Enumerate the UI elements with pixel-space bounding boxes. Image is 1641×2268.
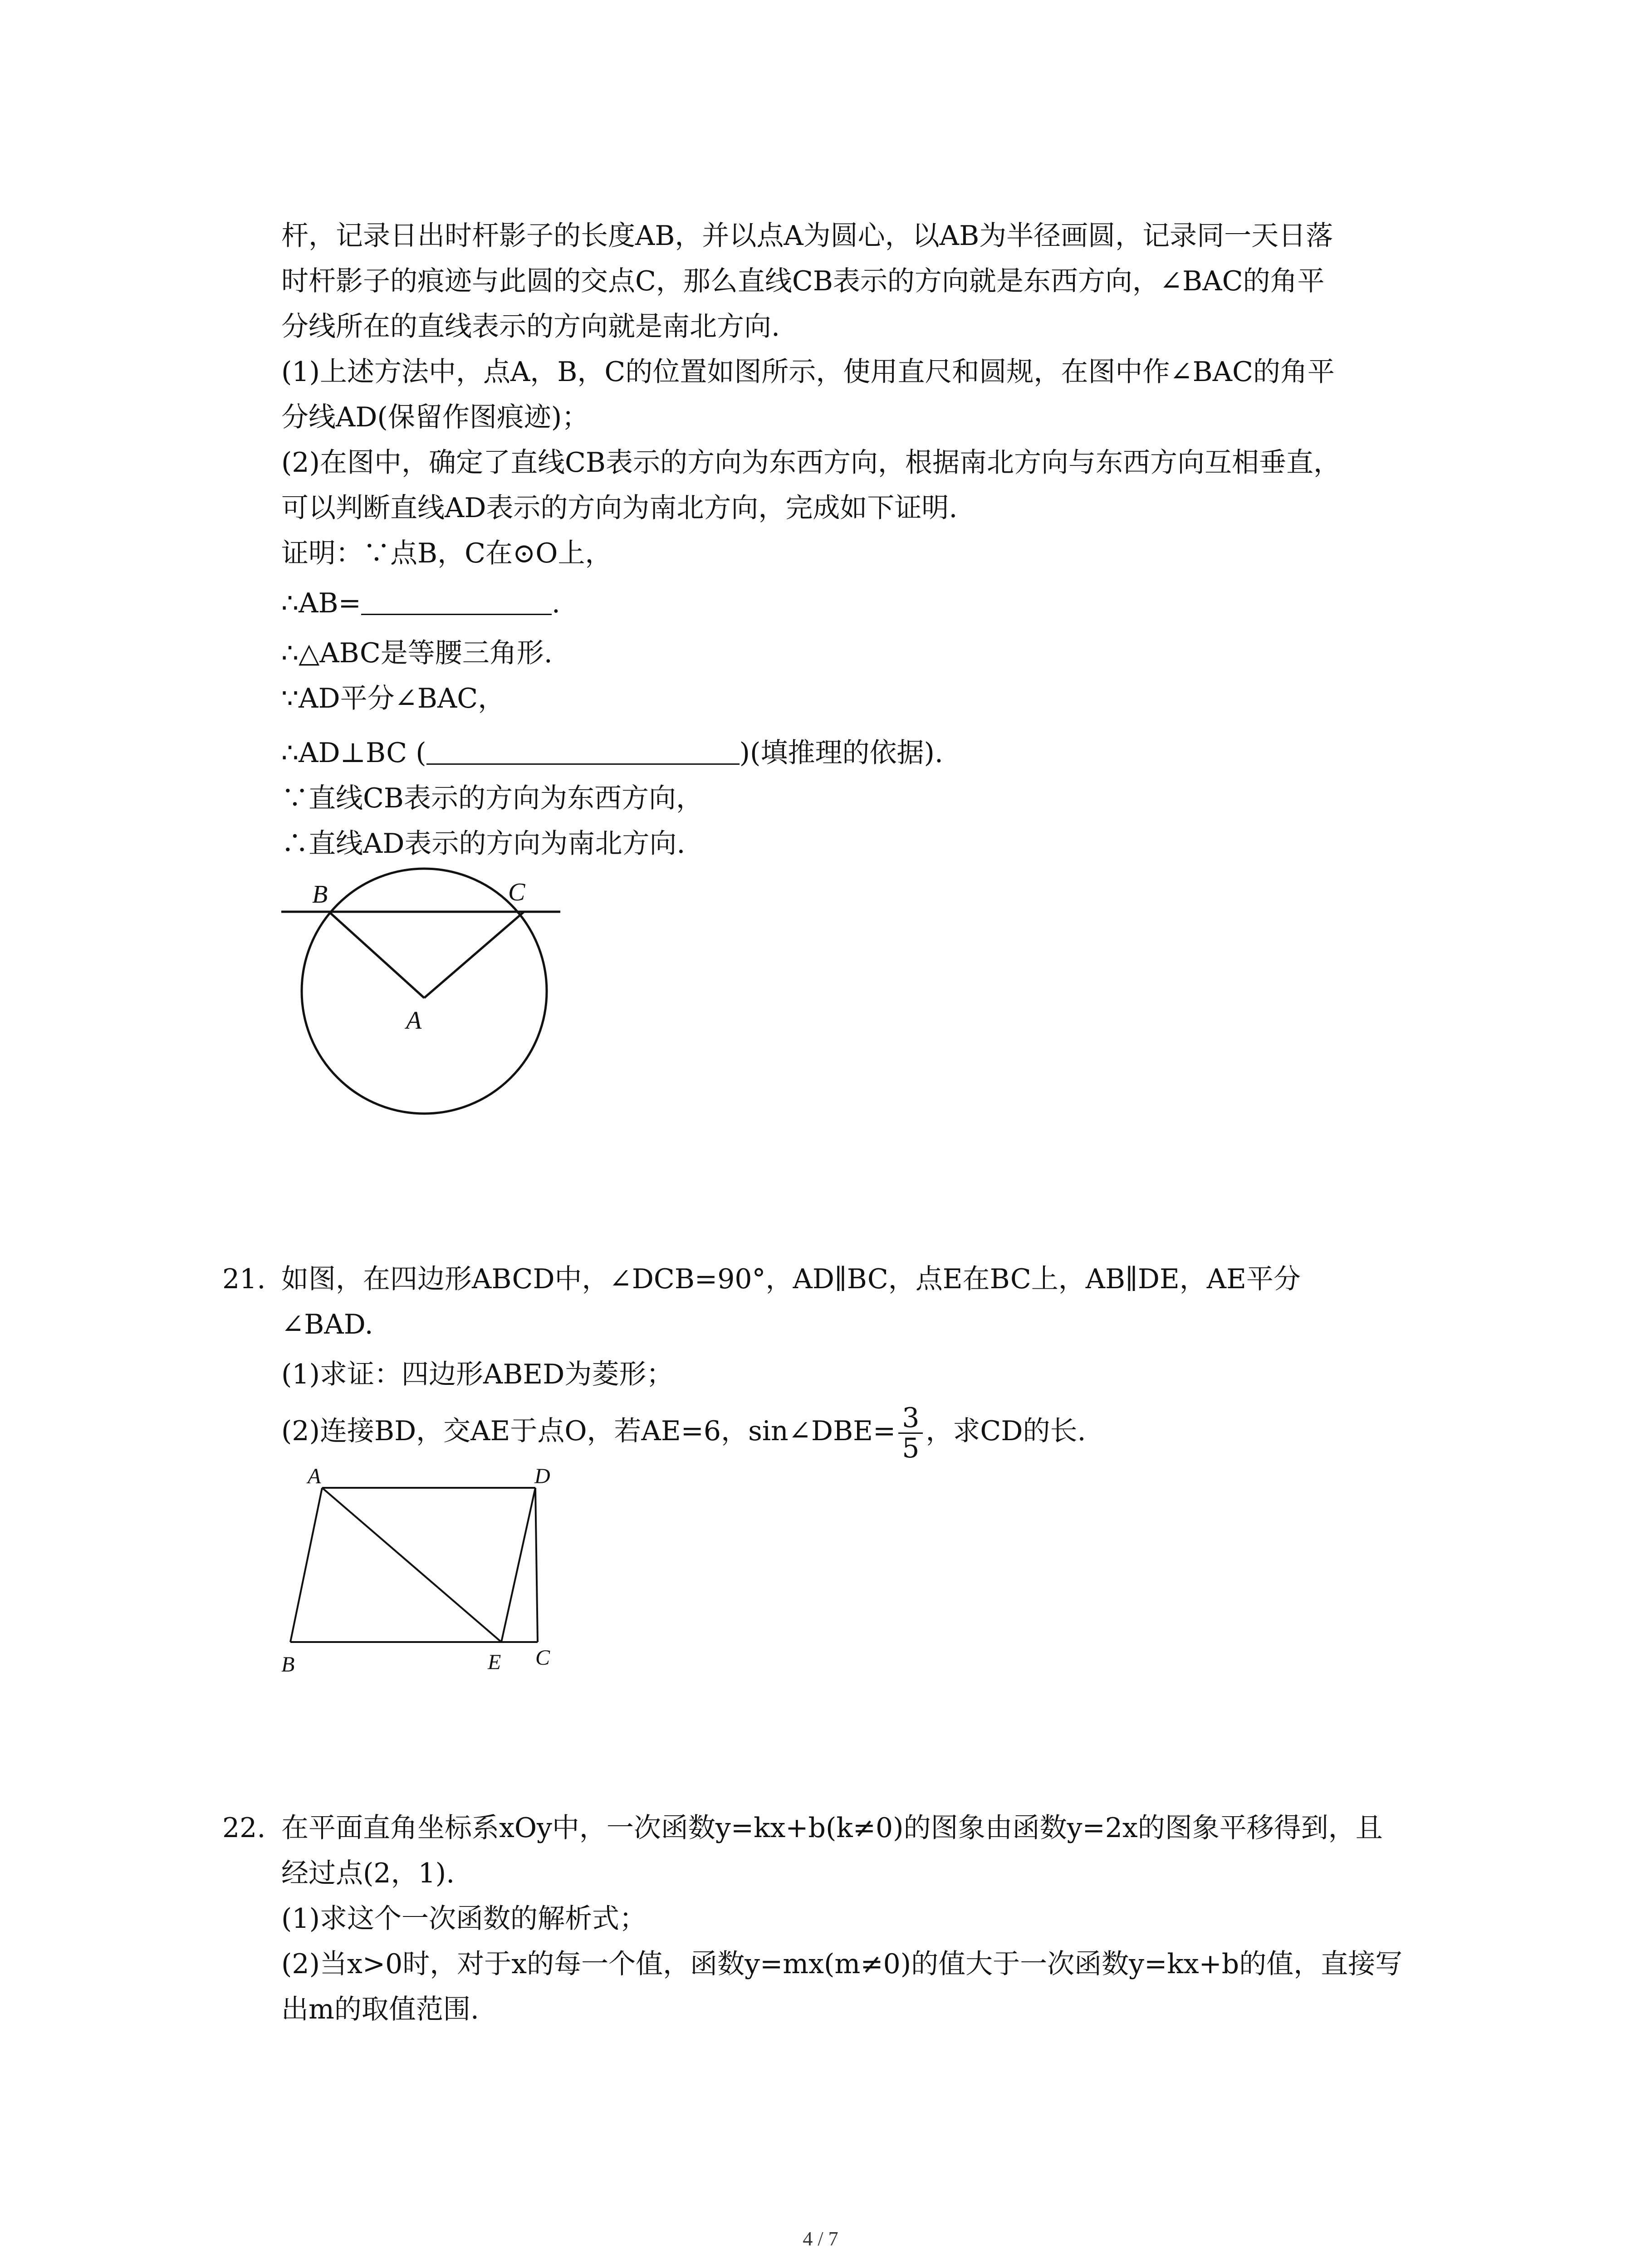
q20-proof-line-4: ∵AD平分∠BAC， xyxy=(281,683,505,714)
fraction-denominator: 5 xyxy=(902,1432,920,1464)
proof-text: . xyxy=(551,587,560,619)
q20-part2-line-1: (2)在图中，确定了直线CB表示的方向为东西方向，根据南北方向与东西方向互相垂直， xyxy=(281,447,1341,479)
segment-dc xyxy=(535,1488,538,1642)
page-number: 4 / 7 xyxy=(803,2228,838,2250)
q20-intro-line-3: 分线所在的直线表示的方向就是南北方向. xyxy=(281,311,780,342)
q21-number: 21. xyxy=(222,1263,266,1295)
proof-text: ∴AB= xyxy=(281,587,361,619)
label-c: C xyxy=(535,1646,550,1670)
q21-part2-text: ，求CD的长. xyxy=(926,1415,1086,1447)
segment-ab xyxy=(290,1488,322,1642)
q20-proof-line-7: ∴直线AD表示的方向为南北方向. xyxy=(281,828,686,860)
q20-proof-line-1: 证明：∵点B，C在⊙O上， xyxy=(281,538,612,569)
label-a: A xyxy=(308,1464,321,1488)
q21-part-1: (1)求证：四边形ABED为菱形； xyxy=(281,1359,674,1390)
label-a: A xyxy=(406,1007,422,1035)
q20-intro-line-1: 杆，记录日出时杆影子的长度AB，并以点A为圆心，以AB为半径画圆，记录同一天日落 xyxy=(281,220,1333,252)
q20-part1-line-1: (1)上述方法中，点A，B，C的位置如图所示，使用直尺和圆规，在图中作∠BAC的角平 xyxy=(281,356,1335,388)
q20-proof-line-3: ∴△ABC是等腰三角形. xyxy=(281,637,553,669)
segment-ae xyxy=(322,1488,501,1642)
segment-de xyxy=(501,1488,535,1642)
q21-line-2: ∠BAD. xyxy=(281,1309,373,1340)
q22-part-3: 出m的取值范围. xyxy=(281,1994,479,2025)
q21-line-1: 如图，在四边形ABCD中，∠DCB=90°，AD∥BC，点E在BC上，AB∥DE，AE平分 xyxy=(281,1263,1301,1295)
q22-part-2: (2)当x>0时，对于x的每一个值，函数y=mx(m≠0)的值大于一次函数y=kx+b的值，直接写 xyxy=(281,1948,1403,1980)
label-d: D xyxy=(534,1464,550,1488)
q20-part1-line-2: 分线AD(保留作图痕迹)； xyxy=(281,401,589,433)
label-b: B xyxy=(312,880,328,909)
q20-part2-line-2: 可以判断直线AD表示的方向为南北方向，完成如下证明. xyxy=(281,492,958,524)
label-b: B xyxy=(281,1652,295,1677)
proof-text: ∴AD⊥BC ( xyxy=(281,737,426,769)
label-c: C xyxy=(508,878,525,906)
fraction-numerator: 3 xyxy=(898,1403,923,1434)
q22-line-2: 经过点(2，1). xyxy=(281,1857,455,1889)
q22-number: 22. xyxy=(222,1812,266,1844)
label-e: E xyxy=(488,1650,501,1674)
q20-proof-line-6: ∵直线CB表示的方向为东西方向， xyxy=(281,782,703,814)
proof-text: )(填推理的依据). xyxy=(739,737,943,769)
q22-part-1: (1)求这个一次函数的解析式； xyxy=(281,1903,647,1935)
q22-line-1: 在平面直角坐标系xOy中，一次函数y=kx+b(k≠0)的图象由函数y=2x的图象平移得到，且 xyxy=(281,1812,1383,1844)
q21-part2-text: (2)连接BD，交AE于点O，若AE=6，sin∠DBE= xyxy=(281,1415,896,1447)
q20-intro-line-2: 时杆影子的痕迹与此圆的交点C，那么直线CB表示的方向就是东西方向，∠BAC的角平 xyxy=(281,265,1325,297)
